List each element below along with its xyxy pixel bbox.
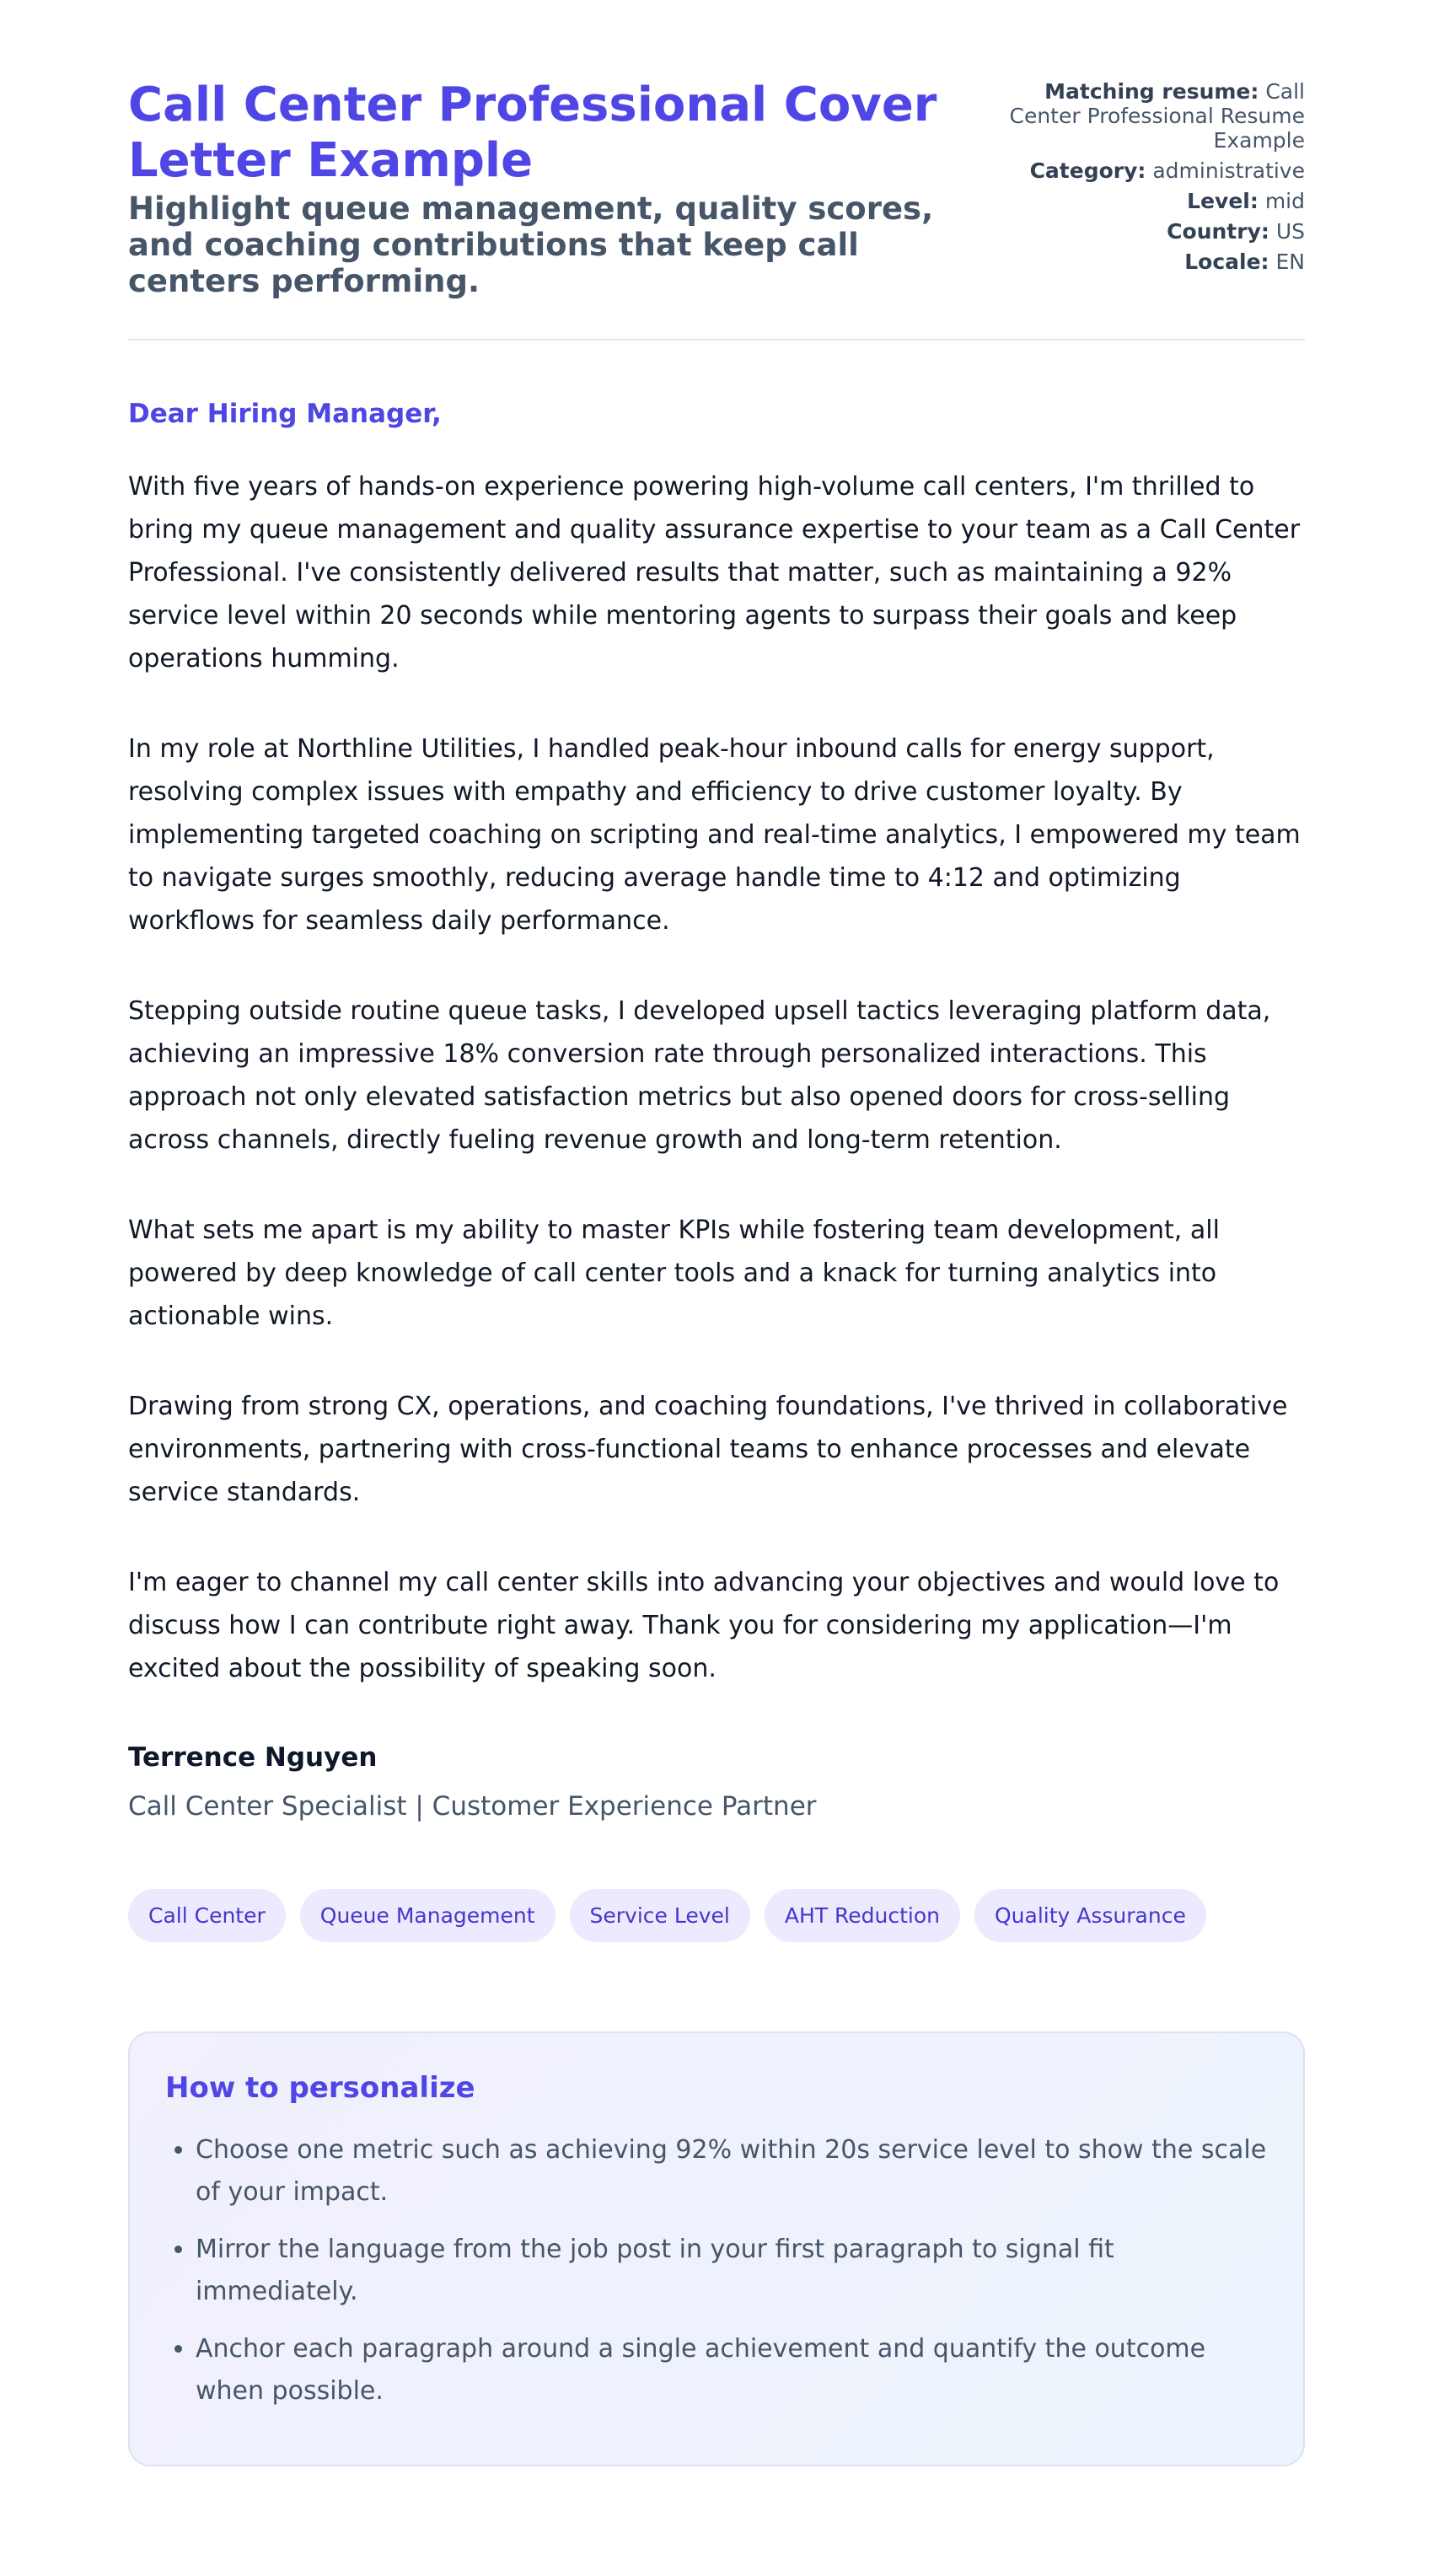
tag-list: [128, 1889, 1305, 1942]
meta-category: [969, 158, 1305, 183]
salutation: Dear Hiring Manager,: [128, 399, 442, 429]
tips-list: [165, 2129, 1269, 2412]
letter-paragraph: Stepping outside routine queue tasks, I developed upsell tactics leveraging platform data, achieving an impressive 18% conversion rate through personalized interactions. This approach not only elevated satisfaction metrics but also opened doors for cross-selling across channels, directly fueling revenue growth and long-term retention.: [128, 996, 1271, 1155]
tag-chip: Call Center: [128, 1889, 286, 1942]
metadata-panel: [969, 78, 1305, 280]
header-divider: [128, 339, 1305, 341]
letter-paragraph: With five years of hands-on experience powering high-volume call centers, I'm thrilled to bring my queue management and quality assurance expertise to your team as a Call Center Professional. I've consistently delivered results that matter, such as maintaining a 92% service level within 20 seconds while mentoring agents to surpass their goals and keep operations humming.: [128, 472, 1301, 674]
tip-item: • Mirror the language from the job post in your first paragraph to signal fit immediately.: [196, 2229, 1269, 2313]
meta-value: administrative: [1152, 158, 1305, 183]
page-header: [128, 78, 1305, 299]
meta-value: mid: [1264, 189, 1305, 213]
meta-country: [969, 219, 1305, 244]
letter-paragraph: I'm eager to channel my call center skills into advancing your objectives and would love to discuss how I can contribute right away. Thank you for considering my application—I'm excited about the possibility of speaking soon.: [128, 1568, 1280, 1683]
tag-chip: Queue Management: [300, 1889, 555, 1942]
letter-paragraph: What sets me apart is my ability to master KPIs while fostering team development, all powered by deep knowledge of call center tools and a knack for turning analytics into actionable wins.: [128, 1216, 1220, 1331]
signature-name: Terrence Nguyen: [128, 1742, 378, 1773]
signature-title: Call Center Specialist | Customer Experience Partner: [128, 1791, 817, 1822]
meta-matching-resume: [969, 79, 1305, 153]
tag-chip: Quality Assurance: [974, 1889, 1206, 1942]
meta-locale: [969, 250, 1305, 274]
meta-label: Category:: [1029, 158, 1146, 183]
tip-item: • Choose one metric such as achieving 92% within 20s service level to show the scale of your impact.: [196, 2129, 1269, 2214]
tips-heading: How to personalize: [165, 2071, 475, 2105]
meta-value: Call Center Professional Resume Example: [1009, 79, 1305, 153]
signature-block: [128, 1741, 1305, 1823]
personalize-tips-box: [128, 2031, 1305, 2466]
letter-body: [128, 465, 1305, 1690]
tip-item: • Anchor each paragraph around a single achievement and quantify the outcome when possible.: [196, 2328, 1269, 2412]
tag-chip: AHT Reduction: [765, 1889, 960, 1942]
letter-paragraph: Drawing from strong CX, operations, and coaching foundations, I've thrived in collaborative environments, partnering with cross-functional teams to enhance processes and elevate service standards.: [128, 1392, 1288, 1507]
meta-label: Locale:: [1184, 250, 1269, 274]
tag-chip: Service Level: [570, 1889, 750, 1942]
meta-label: Country:: [1167, 219, 1269, 244]
page-title: Call Center Professional Cover Letter Example: [128, 78, 937, 188]
letter-paragraph: In my role at Northline Utilities, I handled peak-hour inbound calls for energy support, resolving complex issues with empathy and efficiency to drive customer loyalty. By implementing targeted coaching on scripting and real-time analytics, I empowered my team to navigate surges smoothly, reducing average handle time to 4:12 and optimizing workflows for seamless daily performance.: [128, 734, 1301, 936]
meta-label: Level:: [1187, 189, 1259, 213]
meta-level: [969, 189, 1305, 213]
meta-value: US: [1275, 219, 1305, 244]
title-block: [128, 78, 969, 299]
meta-value: EN: [1275, 250, 1305, 274]
page-subtitle: Highlight queue management, quality scores, and coaching contributions that keep call centers performing.: [128, 191, 934, 299]
meta-label: Matching resume:: [1044, 79, 1259, 104]
